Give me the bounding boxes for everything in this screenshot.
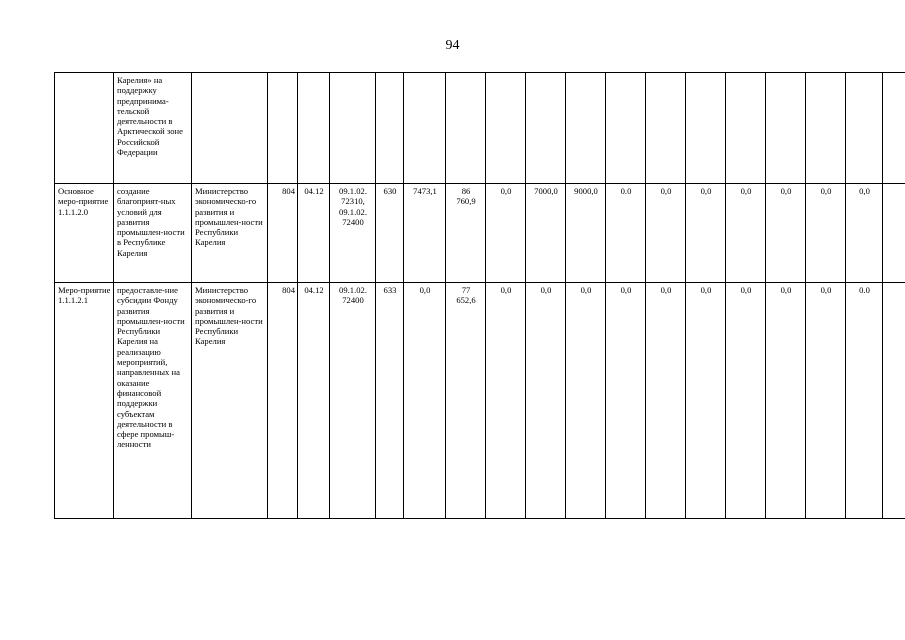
value-cell: 0,0 xyxy=(766,283,806,519)
page-number: 94 xyxy=(445,38,460,53)
value-cell: 0,0 xyxy=(806,184,846,283)
value-cell: 7473,1 xyxy=(404,184,446,283)
vr-cell: 633 xyxy=(376,283,404,519)
executor-cell xyxy=(192,73,268,184)
value-cell: 86 760,9 xyxy=(446,184,486,283)
value-cell: 0,0 xyxy=(646,283,686,519)
value-cell xyxy=(806,73,846,184)
value-cell: 0,0 xyxy=(726,184,766,283)
name-cell: создание благоприят-ных условий для развития промышлен-ности в Республике Карелия xyxy=(114,184,192,283)
vr-cell: 630 xyxy=(376,184,404,283)
rzpr-cell: 04.12 xyxy=(298,184,330,283)
value-cell xyxy=(846,73,883,184)
value-cell: 0.0 xyxy=(846,283,883,519)
value-cell: 0,0 xyxy=(404,283,446,519)
value-cell: 0,0 xyxy=(486,283,526,519)
value-cell xyxy=(404,73,446,184)
value-cell xyxy=(686,73,726,184)
value-cell: 0,0 xyxy=(686,184,726,283)
value-cell: 0,0 xyxy=(606,283,646,519)
value-cell: 0,0 xyxy=(646,184,686,283)
grbs-cell: 804 xyxy=(268,184,298,283)
value-cell xyxy=(606,73,646,184)
budget-table xyxy=(54,72,905,519)
value-cell: 0,0 xyxy=(846,184,883,283)
executor-cell: Министерство экономическо-го развития и промышлен-ности Республики Карелия xyxy=(192,184,268,283)
value-cell: 0,0 xyxy=(726,283,766,519)
value-cell: 0,0 xyxy=(526,283,566,519)
value-cell xyxy=(526,73,566,184)
value-cell xyxy=(726,73,766,184)
value-cell xyxy=(766,73,806,184)
value-cell: 9000,0 xyxy=(566,184,606,283)
executor-cell: Министерство экономическо-го развития и промышлен-ности Республики Карелия xyxy=(192,283,268,519)
value-cell: 0.0 xyxy=(606,184,646,283)
vr-cell xyxy=(376,73,404,184)
value-cell xyxy=(446,73,486,184)
table-row xyxy=(55,184,905,283)
value-cell xyxy=(646,73,686,184)
value-cell xyxy=(883,184,905,283)
value-cell xyxy=(883,283,905,519)
rzpr-cell: 04.12 xyxy=(298,283,330,519)
rzpr-cell xyxy=(298,73,330,184)
value-cell: 0,0 xyxy=(766,184,806,283)
table-row xyxy=(55,283,905,519)
grbs-cell: 804 xyxy=(268,283,298,519)
table-row xyxy=(55,73,905,184)
value-cell: 77 652,6 xyxy=(446,283,486,519)
value-cell xyxy=(566,73,606,184)
value-cell: 7000,0 xyxy=(526,184,566,283)
csr-cell: 09.1.02. 72310, 09.1.02. 72400 xyxy=(330,184,376,283)
csr-cell: 09.1.02. 72400 xyxy=(330,283,376,519)
status-cell xyxy=(55,73,114,184)
value-cell: 0,0 xyxy=(566,283,606,519)
value-cell: 0,0 xyxy=(686,283,726,519)
grbs-cell xyxy=(268,73,298,184)
value-cell xyxy=(486,73,526,184)
name-cell: предоставле-ние субсидии Фонду развития промышлен-ности Республики Карелия на реализацию мероприятий, направленных на оказание финансовой поддержки субъектам деятельности в сфере промыш-ленности xyxy=(114,283,192,519)
value-cell: 0,0 xyxy=(806,283,846,519)
value-cell xyxy=(883,73,905,184)
status-cell: Основное меро-приятие 1.1.1.2.0 xyxy=(55,184,114,283)
value-cell: 0,0 xyxy=(486,184,526,283)
csr-cell xyxy=(330,73,376,184)
name-cell: Карелия» на поддержку предпринима-тельской деятельности в Арктической зоне Российской Федерации xyxy=(114,73,192,184)
status-cell: Меро-приятие 1.1.1.2.1 xyxy=(55,283,114,519)
